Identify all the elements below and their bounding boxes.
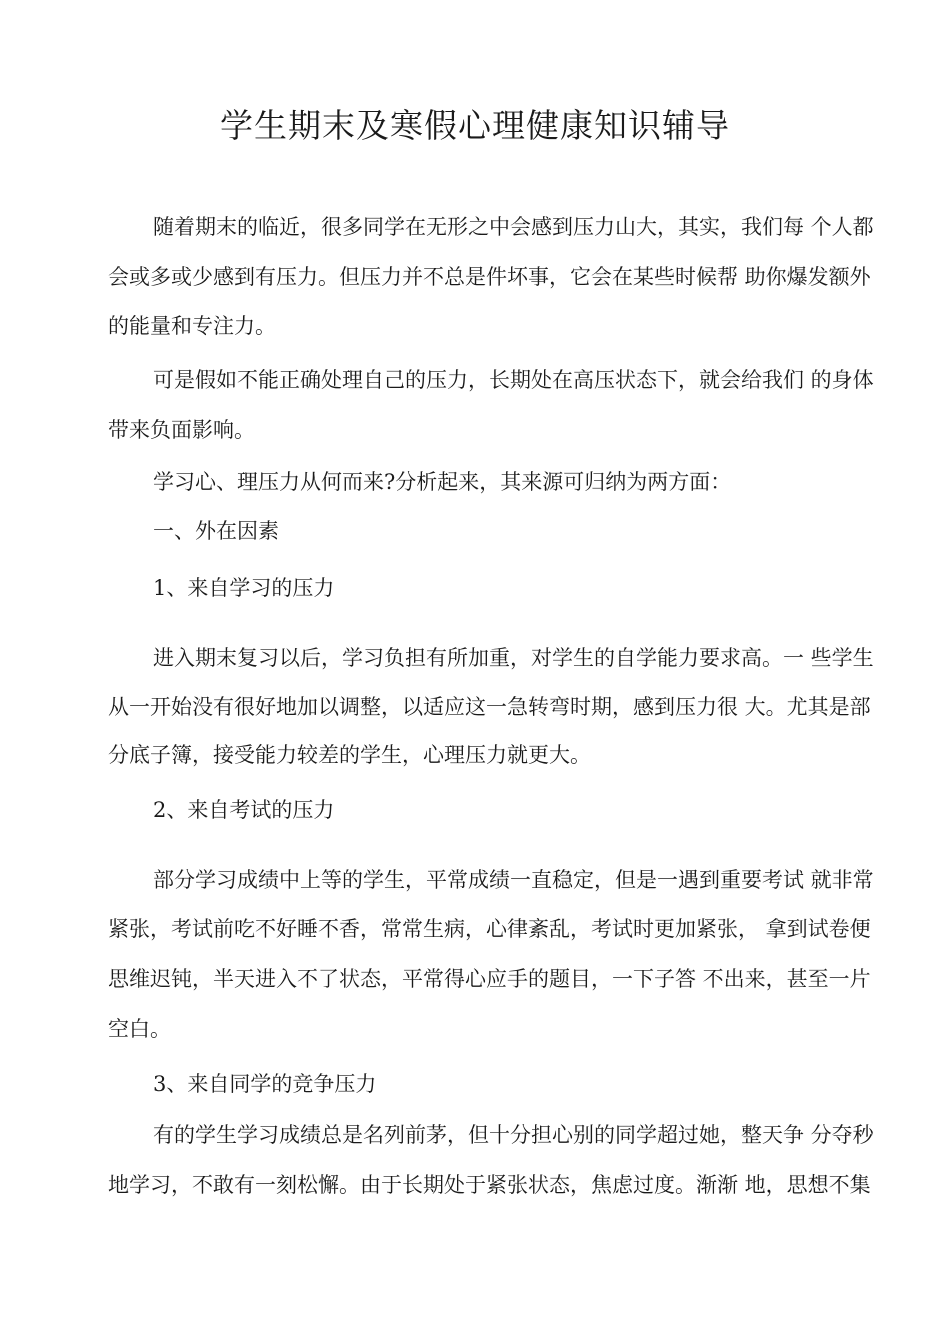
subsection-heading: 1、来自学习的压力 — [153, 576, 335, 600]
text-line: 带来负面影响。 — [108, 418, 255, 442]
subsection-heading: 3、来自同学的竞争压力 — [153, 1072, 377, 1096]
text-line: 可是假如不能正确处理自己的压力，长期处在高压状态下，就会给我们 的身体 — [153, 368, 874, 392]
text-line: 的能量和专注力。 — [108, 314, 276, 338]
subsection-heading: 2、来自考试的压力 — [153, 798, 335, 822]
text-line: 会或多或少感到有压力。但压力并不总是件坏事，它会在某些时候帮 助你爆发额外 — [108, 265, 871, 289]
text-line: 紧张，考试前吃不好睡不香，常常生病，心律紊乱，考试时更加紧张， 拿到试卷便 — [108, 917, 871, 941]
section-heading: 一、外在因素 — [153, 519, 279, 543]
text-line: 分底子簿，接受能力较差的学生，心理压力就更大。 — [108, 743, 591, 767]
text-line: 进入期末复习以后，学习负担有所加重，对学生的自学能力要求高。一 些学生 — [153, 646, 874, 670]
text-line: 学习心、理压力从何而来?分析起来，其来源可归纳为两方面： — [153, 470, 732, 494]
text-line: 地学习，不敢有一刻松懈。由于长期处于紧张状态，焦虑过度。渐渐 地，思想不集 — [108, 1173, 871, 1197]
text-line: 从一开始没有很好地加以调整，以适应这一急转弯时期，感到压力很 大。尤其是部 — [108, 695, 871, 719]
text-line: 部分学习成绩中上等的学生，平常成绩一直稳定，但是一遇到重要考试 就非常 — [153, 868, 874, 892]
document-title: 学生期末及寒假心理健康知识辅导 — [220, 106, 730, 145]
text-line: 思维迟钝，半天进入不了状态，平常得心应手的题目，一下子答 不出来，甚至一片 — [108, 967, 871, 991]
text-line: 随着期末的临近，很多同学在无形之中会感到压力山大，其实，我们每 个人都 — [153, 215, 874, 239]
text-line: 空白。 — [108, 1017, 171, 1041]
text-line: 有的学生学习成绩总是名列前茅，但十分担心别的同学超过她，整天争 分夺秒 — [153, 1123, 874, 1147]
